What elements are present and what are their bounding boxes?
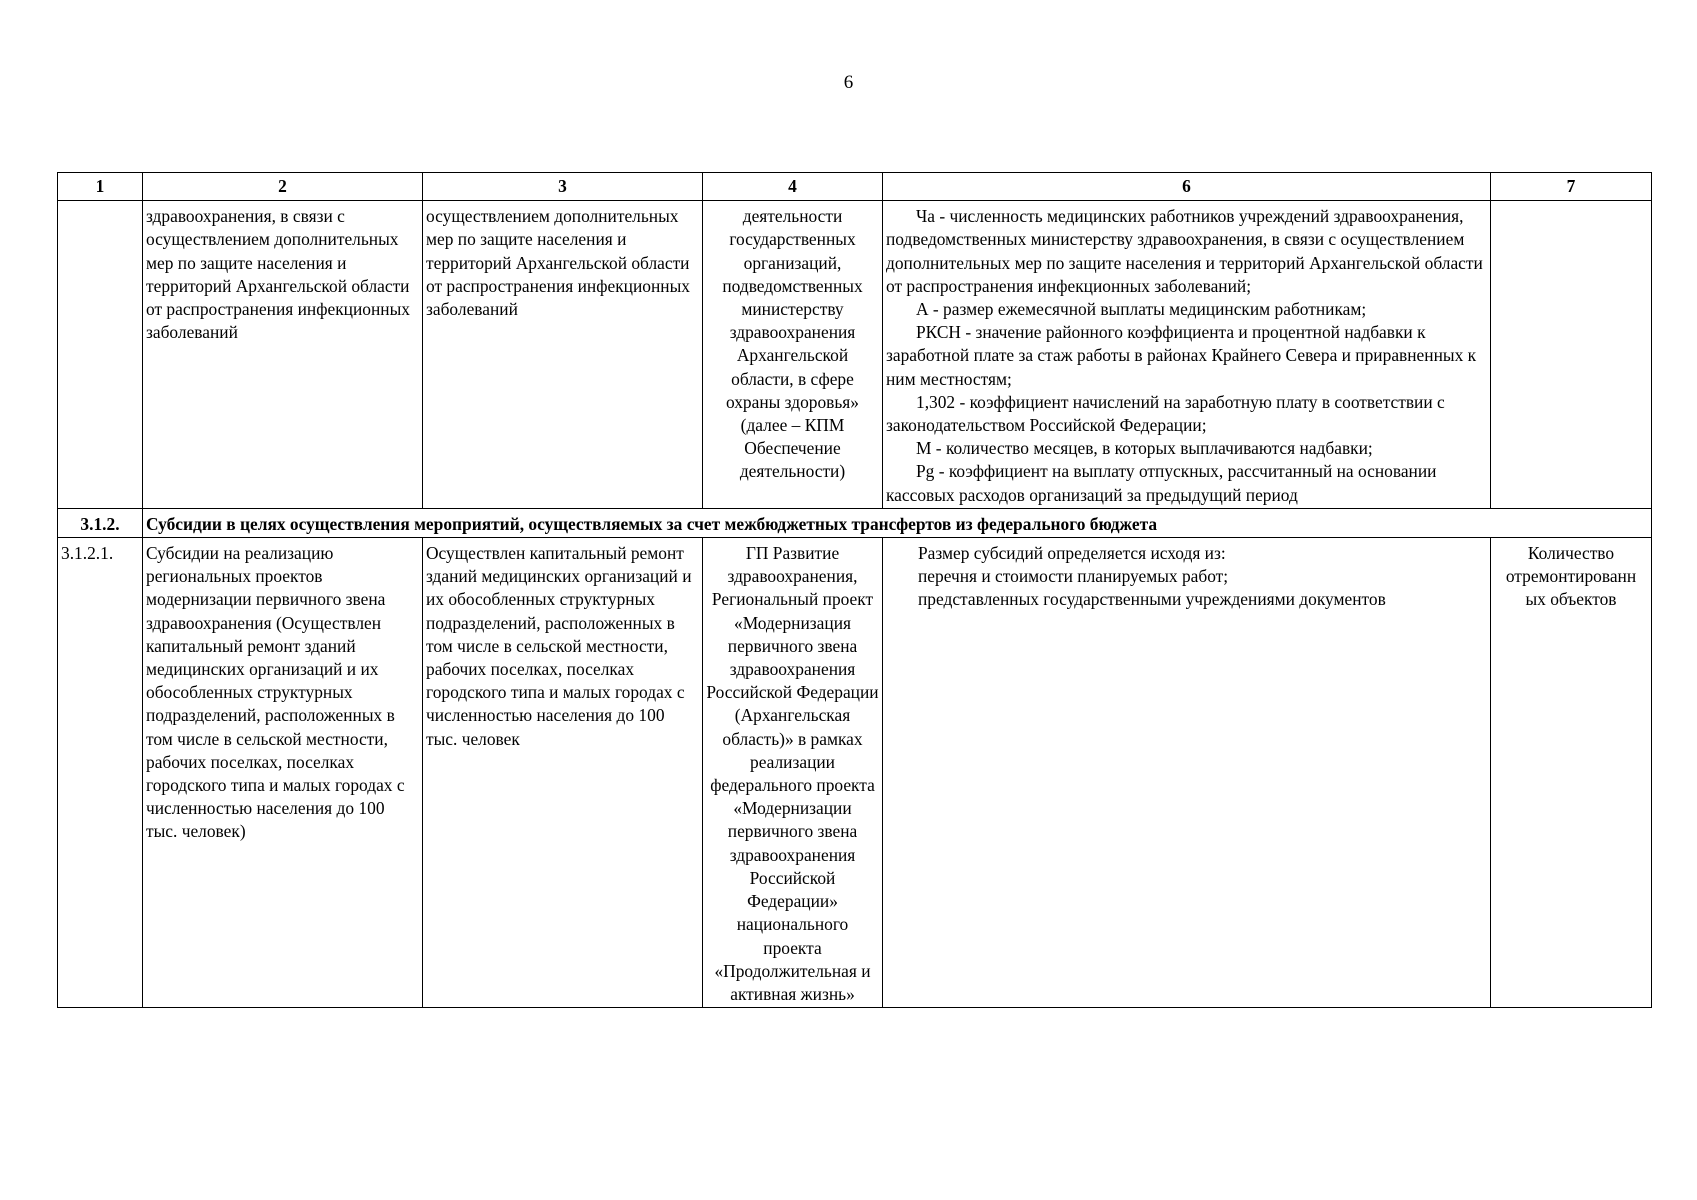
- cell-number: 3.1.2.1.: [58, 538, 143, 1008]
- cell-measure-name: Субсидии на реализацию региональных проектов модернизации первичного звена здравоохранения (Осуществлен капитальный ремонт зданий медицинских организаций и их обособленных структурных подразделений, расположенных в том числе в сельской местности, рабочих поселках, поселках городского типа и малых городах с численностью населения до 100 тыс. человек): [143, 538, 423, 1008]
- cell-measure-name: здравоохранения, в связи с осуществлением дополнительных мер по защите населения и территорий Архангельской области от распространения инфекционных заболеваний: [143, 201, 423, 509]
- formula-param: Ча - численность медицинских работников учреждений здравоохранения, подведомственных министерству здравоохранения, в связи с осуществлением дополнительных мер по защите населения и территорий Архангельской области от распространения инфекционных заболеваний;: [886, 206, 1483, 296]
- cell-number: [58, 201, 143, 509]
- cell-result: Осуществлен капитальный ремонт зданий медицинских организаций и их обособленных структурных подразделений, расположенных в том числе в сельской местности, рабочих поселках, поселках городского типа и малых городах с численностью населения до 100 тыс. человек: [423, 538, 703, 1008]
- formula-param: РКСН - значение районного коэффициента и процентной надбавки к заработной плате за стаж работы в районах Крайнего Севера и приравненных к ним местностям;: [886, 322, 1477, 389]
- cell-indicator: Количество отремонтированн ых объектов: [1491, 538, 1652, 1008]
- section-number: 3.1.2.: [58, 508, 143, 537]
- cell-result: осуществлением дополнительных мер по защите населения и территорий Архангельской области от распространения инфекционных заболеваний: [423, 201, 703, 509]
- formula-param: М - количество месяцев, в которых выплачиваются надбавки;: [916, 438, 1373, 459]
- cell-calculation-method: [883, 538, 1491, 1008]
- table-row: [58, 538, 1652, 1008]
- table-header-row: [58, 173, 1652, 201]
- formula-param: 1,302 - коэффициент начислений на заработную плату в соответствии с законодательством Российской Федерации;: [886, 391, 1445, 436]
- page-number: 6: [843, 72, 854, 93]
- cell-calculation-method: [883, 201, 1491, 509]
- formula-param: А - размер ежемесячной выплаты медицинским работникам;: [916, 299, 1367, 320]
- formula-line: Размер субсидий определяется исходя из:: [918, 543, 1226, 564]
- header-col-7: 7: [1491, 173, 1652, 201]
- formula-line: перечня и стоимости планируемых работ;: [918, 566, 1229, 587]
- header-col-3: 3: [423, 173, 703, 201]
- header-col-1: 1: [58, 173, 143, 201]
- section-row: [58, 508, 1652, 537]
- cell-indicator: [1491, 201, 1652, 509]
- header-col-2: 2: [143, 173, 423, 201]
- section-title: Субсидии в целях осуществления мероприятий, осуществляемых за счет межбюджетных трансфертов из федерального бюджета: [143, 508, 1652, 537]
- formula-param: Pg - коэффициент на выплату отпускных, рассчитанный на основании кассовых расходов организаций за предыдущий период: [886, 461, 1437, 505]
- header-col-6: 6: [883, 173, 1491, 201]
- cell-program-link: деятельности государственных организаций, подведомственных министерству здравоохранения Архангельской области, в сфере охраны здоровья» (далее – КПМ Обеспечение деятельности): [703, 201, 883, 509]
- cell-program-link: ГП Развитие здравоохранения, Региональный проект «Модернизация первичного звена здравоохранения Российской Федерации (Архангельская область)» в рамках реализации федерального проекта «Модернизации первичного звена здравоохранения Российской Федерации» национального проекта «Продолжительная и активная жизнь»: [703, 538, 883, 1008]
- formula-line: представленных государственными учреждениями документов: [918, 589, 1386, 610]
- table-row: [58, 201, 1652, 509]
- header-col-4: 4: [703, 173, 883, 201]
- measures-table: [57, 172, 1652, 1008]
